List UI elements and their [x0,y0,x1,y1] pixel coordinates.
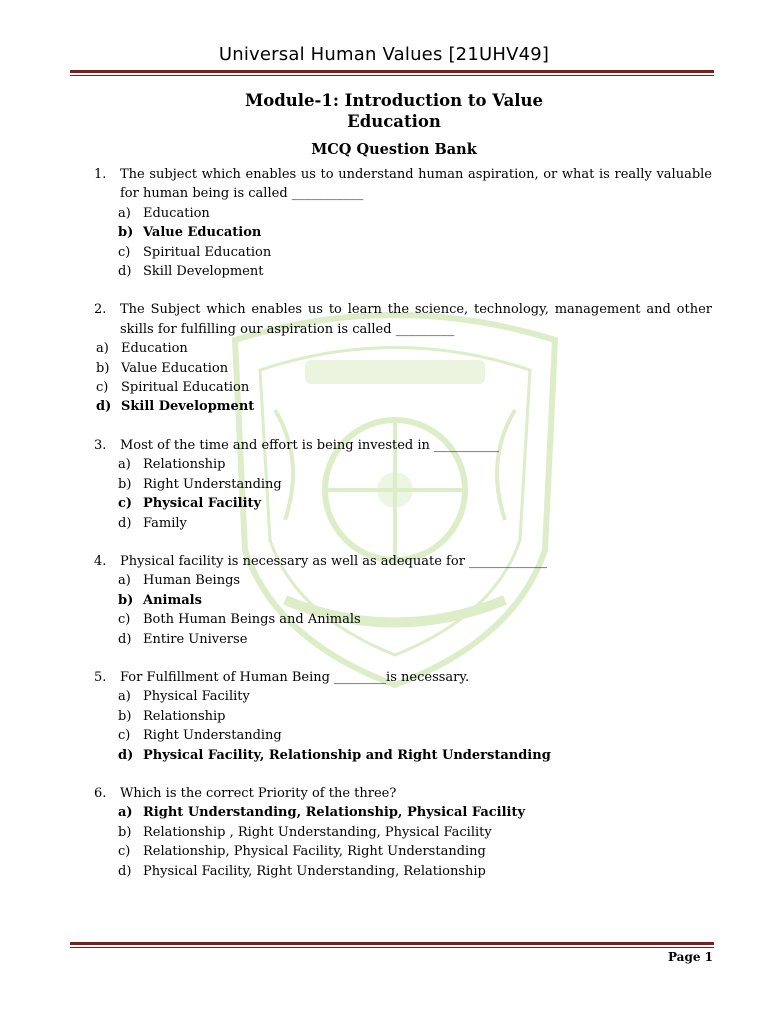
answer-option [118,823,712,842]
option-text: Relationship, Physical Facility, Right Understanding [143,844,486,860]
question-item [96,436,712,533]
answer-option [96,339,712,358]
option-label: a) [118,205,131,221]
option-text: Relationship [143,708,226,724]
answer-option [96,359,712,378]
module-title-line1: Module-1: Introduction to Value [244,91,544,110]
option-label: c) [118,728,131,744]
option-text: Spiritual Education [143,244,272,260]
option-label: d) [118,747,134,763]
course-title: Universal Human Values [21UHV49] [218,44,550,65]
option-label: b) [118,708,132,724]
question-item [96,165,712,281]
question-number: 1. [94,167,107,182]
option-label: a) [118,689,131,705]
question-text: For Fulfillment of Human Being ________is necessary. [120,669,470,685]
question-text: Physical facility is necessary as well as adequate for ____________ [120,553,548,569]
option-label: d) [118,631,132,647]
answer-option [118,243,712,262]
option-label: c) [118,496,133,512]
question-text: The Subject which enables us to learn the science, technology, management and other skills for fulfilling our aspiration is called _________ [120,302,712,337]
option-label: c) [96,380,109,396]
header-rule [70,70,714,73]
option-text: Relationship [143,457,226,473]
answer-option [118,494,712,513]
module-title-line2: Education [347,112,441,131]
answer-option [118,746,712,765]
page-number: Page 1 [667,950,713,964]
option-text: Both Human Beings and Animals [143,612,361,628]
option-text: Skill Development [121,399,255,415]
question-text: The subject which enables us to understand human aspiration, or what is really valuable for human being is called ___________ [120,167,712,202]
option-text: Physical Facility, Right Understanding, Relationship [143,863,486,879]
option-text: Physical Facility [143,496,262,512]
question-spacer [96,281,712,300]
footer-rule [70,942,714,945]
answer-option [118,591,712,610]
answer-option [118,455,712,474]
option-text: Human Beings [143,573,241,589]
option-text: Value Education [143,225,262,241]
option-label: d) [96,399,112,415]
option-label: d) [118,863,132,879]
option-label: b) [118,824,132,840]
question-number: 3. [94,437,107,453]
option-label: a) [96,341,109,357]
answer-option [118,687,712,706]
question-text: Which is the correct Priority of the three? [120,785,397,801]
answer-option [118,610,712,629]
answer-option [118,803,712,822]
question-list [96,165,712,881]
option-label: d) [118,264,132,280]
option-label: b) [118,592,134,608]
option-text: Spiritual Education [121,380,250,396]
answer-option [118,707,712,726]
option-label: b) [118,225,134,241]
option-label: d) [118,515,132,531]
answer-option [118,726,712,745]
option-text: Physical Facility [143,689,250,705]
option-label: a) [118,805,133,821]
answer-option [118,630,712,649]
question-spacer [96,649,712,668]
option-label: a) [118,457,131,473]
option-text: Education [143,205,210,221]
answer-option [96,378,712,397]
answer-option [118,842,712,861]
footer-rule-thin [70,947,714,948]
question-item [96,300,712,416]
question-spacer [96,765,712,784]
answer-option [96,397,712,416]
option-text: Family [143,515,187,531]
answer-option [118,862,712,881]
option-label: b) [118,476,132,492]
question-number: 4. [94,553,107,569]
option-text: Physical Facility, Relationship and Right Understanding [143,747,551,763]
question-bank-title: MCQ Question Bank [311,141,477,158]
question-text: Most of the time and effort is being invested in __________ [120,437,500,453]
question-number: 5. [94,669,107,685]
option-text: Entire Universe [143,631,248,647]
option-label: c) [118,612,131,628]
option-label: a) [118,573,131,589]
option-label: c) [118,244,131,260]
option-text: Right Understanding, Relationship, Physical Facility [143,805,526,821]
option-text: Relationship , Right Understanding, Physical Facility [143,824,492,840]
question-number: 6. [94,785,107,801]
option-text: Animals [143,592,202,608]
header-rule-thin [70,75,714,76]
option-label: c) [118,844,131,860]
option-text: Right Understanding [143,728,282,744]
answer-option [118,475,712,494]
option-text: Value Education [121,360,229,376]
question-spacer [96,417,712,436]
module-title [0,90,768,132]
question-number: 2. [94,302,107,318]
answer-option [118,223,712,242]
answer-option [118,262,712,281]
answer-option [118,514,712,533]
question-item [96,552,712,649]
option-text: Skill Development [143,264,264,280]
answer-option [118,571,712,590]
option-label: b) [96,360,110,376]
option-text: Education [121,341,188,357]
question-spacer [96,533,712,552]
question-item [96,668,712,765]
answer-option [118,204,712,223]
option-text: Right Understanding [143,476,282,492]
question-item [96,784,712,881]
